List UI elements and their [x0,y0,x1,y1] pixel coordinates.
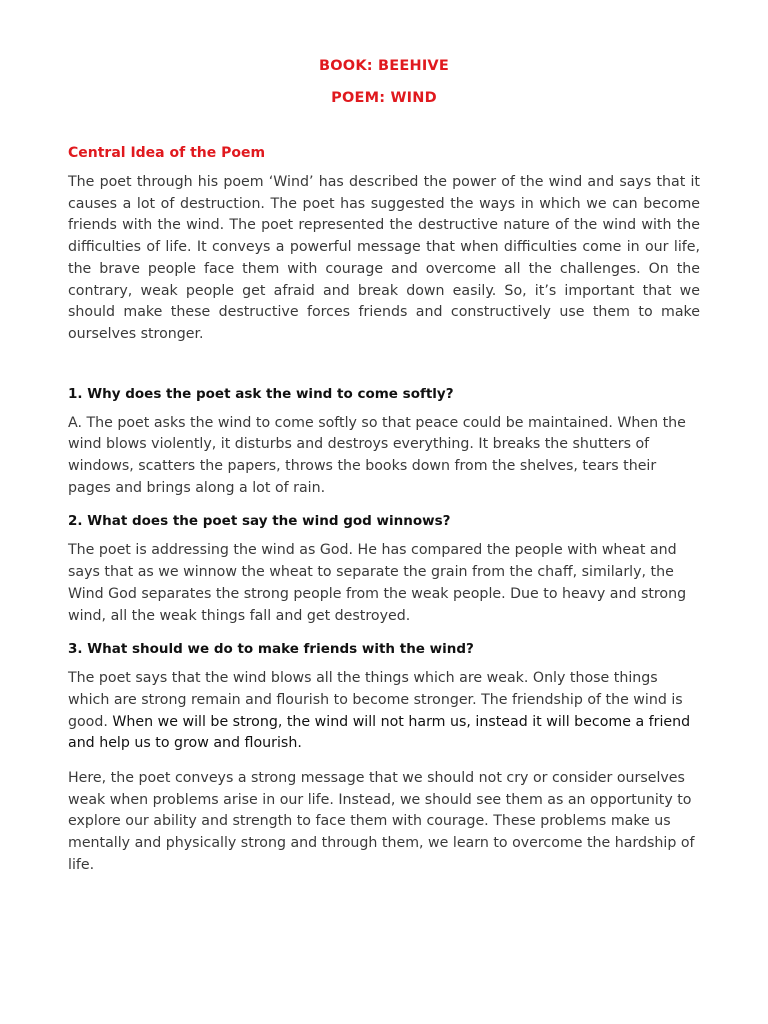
book-title: BOOK: BEEHIVE [319,58,449,74]
answer-1: A. The poet asks the wind to come softly so that peace could be maintained. When the wind blows violently, it disturbs and destroys everything. It breaks the shutters of windows, scatters the papers, throws the books down from the shelves, tears their pages and brings along a lot of rain. [68,414,686,496]
answer-3-part-1: The poet says that the wind blows all the things which are weak. Only those things which are strong remain and flourish to become stronger. The friendship of the wind is good. [68,670,683,730]
central-idea-heading: Central Idea of the Poem [68,145,266,161]
answer-3 [68,668,700,755]
question-3: 3. What should we do to make friends with the wind? [68,641,474,658]
question-2: 2. What does the poet say the wind god winnows? [68,513,451,530]
question-1: 1. Why does the poet ask the wind to come softly? [68,385,454,402]
answer-3-part-2: When we will be strong, the wind will not harm us, instead it will become a friend and help us to grow and flourish. [68,713,691,752]
answer-2: The poet is addressing the wind as God. He has compared the people with wheat and says that as we winnow the wheat to separate the grain from the chaff, similarly, the Wind God separates the strong people from the weak people. Due to heavy and strong wind, all the weak things fall and get destroyed. [68,542,687,624]
poem-title: POEM: WIND [331,90,437,106]
answer-3-extra: Here, the poet conveys a strong message that we should not cry or consider ourselves weak when problems arise in our life. Instead, we should see them as an opportunity to explore our ability and strength to face them with courage. These problems make us mentally and physically strong and through them, we learn to overcome the hardship of life. [68,770,695,873]
central-idea-text: The poet through his poem ‘Wind’ has described the power of the wind and says that it causes a lot of destruction. The poet has suggested the ways in which we can become friends with the wind. The poet represented the destructive nature of the wind with the difficulties of life. It conveys a powerful message that when difficulties come in our life, the brave people face them with courage and overcome all the challenges. On the contrary, weak people get afraid and break down easily. So, it’s important that we should make these destructive forces friends and constructively use them to make ourselves stronger. [68,174,700,342]
